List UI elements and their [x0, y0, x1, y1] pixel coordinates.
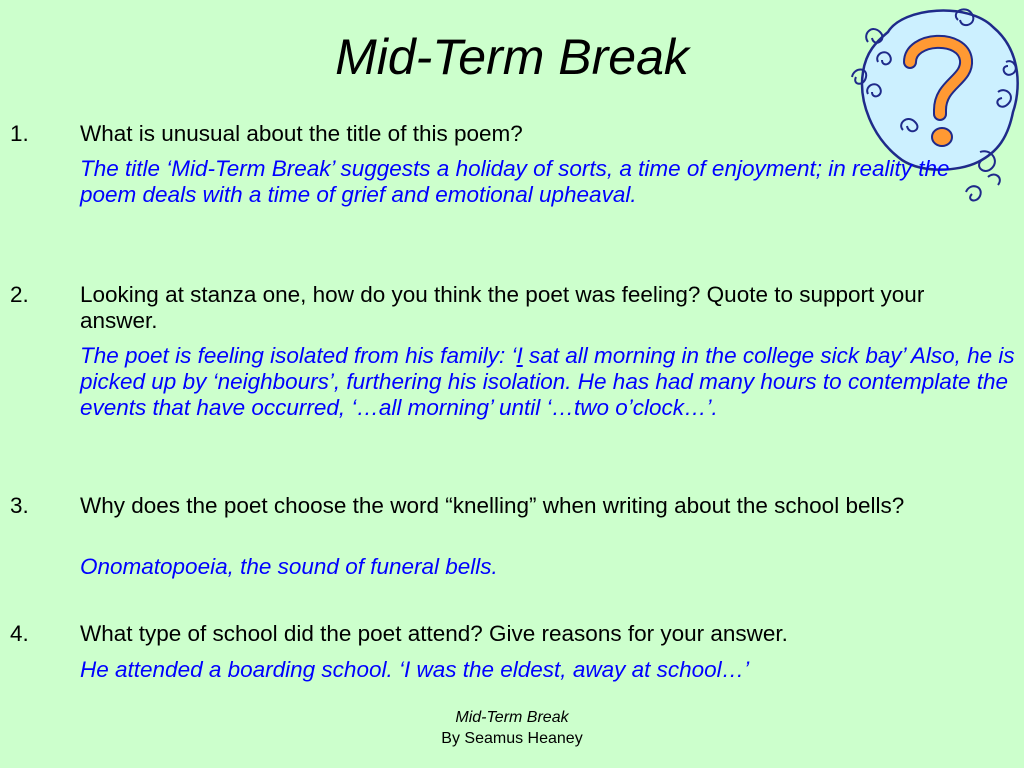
answer-2-part-3: sat all morning in the college sick bay’ Also, he is picked up by ‘neighbours’, furthering his isolation. He has had many hours to contemplate the events that have occurred, ‘…all morning’ until ‘…two o’clock…’.: [80, 343, 1015, 420]
answer-2-part-1: The poet is feeling isolated from his family: ‘: [80, 343, 517, 368]
question-text: Why does the poet choose the word “knelling” when writing about the school bells?: [80, 493, 905, 518]
question-text: What is unusual about the title of this poem?: [80, 121, 523, 146]
answer-4: He attended a boarding school. ‘I was the eldest, away at school…’: [80, 657, 750, 682]
question-text: What type of school did the poet attend? Give reasons for your answer.: [80, 621, 788, 646]
answer-2-underlined-word: I: [516, 343, 523, 368]
answer-2: [80, 343, 1015, 421]
question-number: 2.: [10, 282, 29, 307]
answer-3: Onomatopoeia, the sound of funeral bells.: [80, 554, 498, 579]
answer-1: The title ‘Mid-Term Break’ suggests a holiday of sorts, a time of enjoyment; in reality the poem deals with a time of grief and emotional upheaval.: [80, 156, 950, 207]
footer-author: By Seamus Heaney: [441, 730, 583, 747]
question-number: 1.: [10, 121, 29, 146]
question-number: 4.: [10, 621, 29, 646]
footer: [412, 707, 612, 749]
question-text: Looking at stanza one, how do you think the poet was feeling? Quote to support your answer.: [80, 282, 925, 333]
slide-title: Mid-Term Break: [335, 29, 689, 85]
footer-title: Mid-Term Break: [455, 709, 569, 726]
question-number: 3.: [10, 493, 29, 518]
